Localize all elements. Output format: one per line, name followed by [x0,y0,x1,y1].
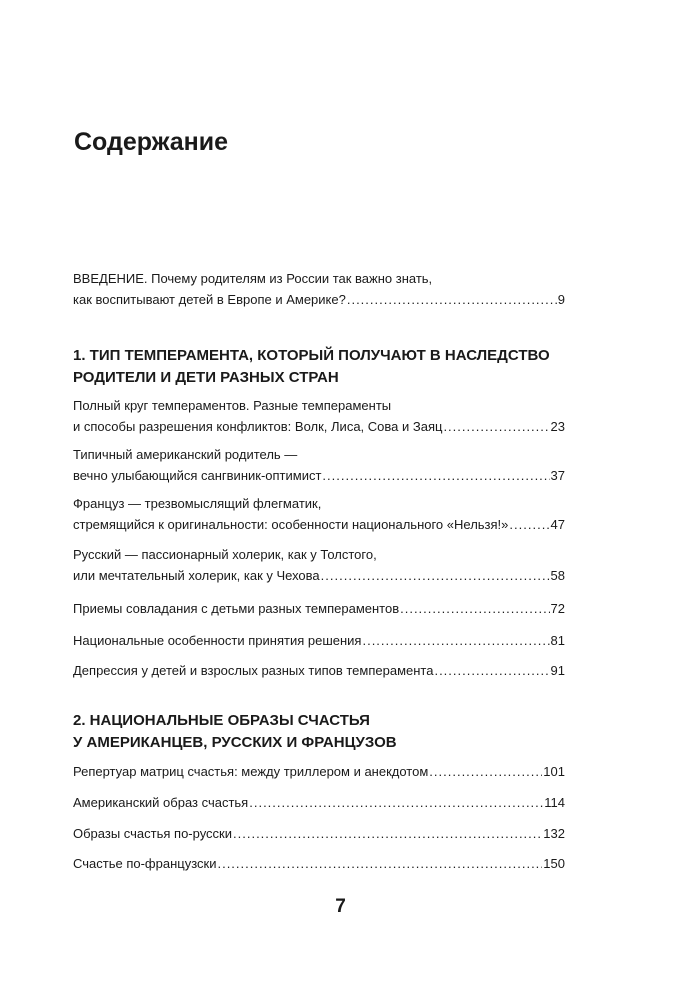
dot-leader [509,514,549,535]
toc-page-number: 114 [544,795,565,810]
section-heading-2 [73,710,565,754]
toc-entry[interactable] [73,395,565,437]
toc-page-number: 47 [550,517,565,532]
toc-entry-line: Полный круг темпераментов. Разные темпераменты [73,398,392,413]
toc-entry-line: или мечтательный холерик, как у Чехова [73,568,320,583]
dot-leader [443,416,549,437]
dot-leader [322,465,549,486]
toc-entry-line: Русский — пассионарный холерик, как у Толстого, [73,547,377,562]
toc-entry[interactable] [73,853,565,874]
toc-entry-line: Депрессия у детей и взрослых разных типов темперамента [73,663,434,678]
dot-leader [347,289,557,310]
dot-leader [321,565,550,586]
toc-entry-line: Француз — трезвомыслящий флегматик, [73,496,322,511]
toc-page-number: 23 [550,419,565,434]
toc-entry-line: Американский образ счастья [73,795,249,810]
dot-leader [233,823,542,844]
toc-page-number: 150 [543,856,565,871]
toc-entry-line: Национальные особенности принятия решения [73,633,362,648]
toc-page-number: 72 [550,601,565,616]
dot-leader [429,761,542,782]
toc-entry-line: Счастье по-французски [73,856,217,871]
toc-entry-line: и способы разрешения конфликтов: Волк, Лиса, Сова и Заяц [73,419,443,434]
section-heading-line: РОДИТЕЛИ И ДЕТИ РАЗНЫХ СТРАН [73,369,339,386]
toc-entry-line: Образы счастья по-русски [73,826,233,841]
toc-entry-line: ВВЕДЕНИЕ. Почему родителям из России так важно знать, [73,271,433,286]
section-heading-line: У АМЕРИКАНЦЕВ, РУССКИХ И ФРАНЦУЗОВ [73,734,397,751]
page-number: 7 [335,896,346,917]
toc-page-number: 9 [557,292,565,307]
toc-entry[interactable] [73,444,565,486]
page-title: Содержание [74,128,229,156]
section-heading-line: 1. ТИП ТЕМПЕРАМЕНТА, КОТОРЫЙ ПОЛУЧАЮТ В НАСЛЕДСТВО [73,347,550,364]
toc-entry[interactable] [73,544,565,586]
toc-page-number: 37 [550,468,565,483]
dot-leader [217,853,542,874]
toc-entry[interactable] [73,660,565,681]
dot-leader [400,598,549,619]
toc-page-number: 101 [543,764,565,779]
toc-page-number: 81 [550,633,565,648]
toc-page-number: 58 [550,568,565,583]
toc-entry-line: как воспитывают детей в Европе и Америке? [73,292,346,307]
toc-entry-intro[interactable] [73,268,565,310]
toc-entry[interactable] [73,823,565,844]
toc-entry-line: Репертуар матриц счастья: между триллером и анекдотом [73,764,429,779]
dot-leader [249,792,543,813]
toc-entry-line: стремящийся к оригинальности: особенности национального «Нельзя!» [73,517,509,532]
toc-entry-line: Приемы совладания с детьми разных темпераментов [73,601,400,616]
section-heading-1 [73,345,565,389]
dot-leader [362,630,549,651]
toc-entry[interactable] [73,761,565,782]
dot-leader [434,660,549,681]
toc-entry[interactable] [73,792,565,813]
toc-entry[interactable] [73,598,565,619]
toc-entry[interactable] [73,493,565,535]
section-heading-line: 2. НАЦИОНАЛЬНЫЕ ОБРАЗЫ СЧАСТЬЯ [73,712,370,729]
toc-page-number: 91 [550,663,565,678]
toc-page-number: 132 [543,826,565,841]
toc-entry[interactable] [73,630,565,651]
toc-entry-line: Типичный американский родитель — [73,447,298,462]
toc-entry-line: вечно улыбающийся сангвиник-оптимист [73,468,322,483]
